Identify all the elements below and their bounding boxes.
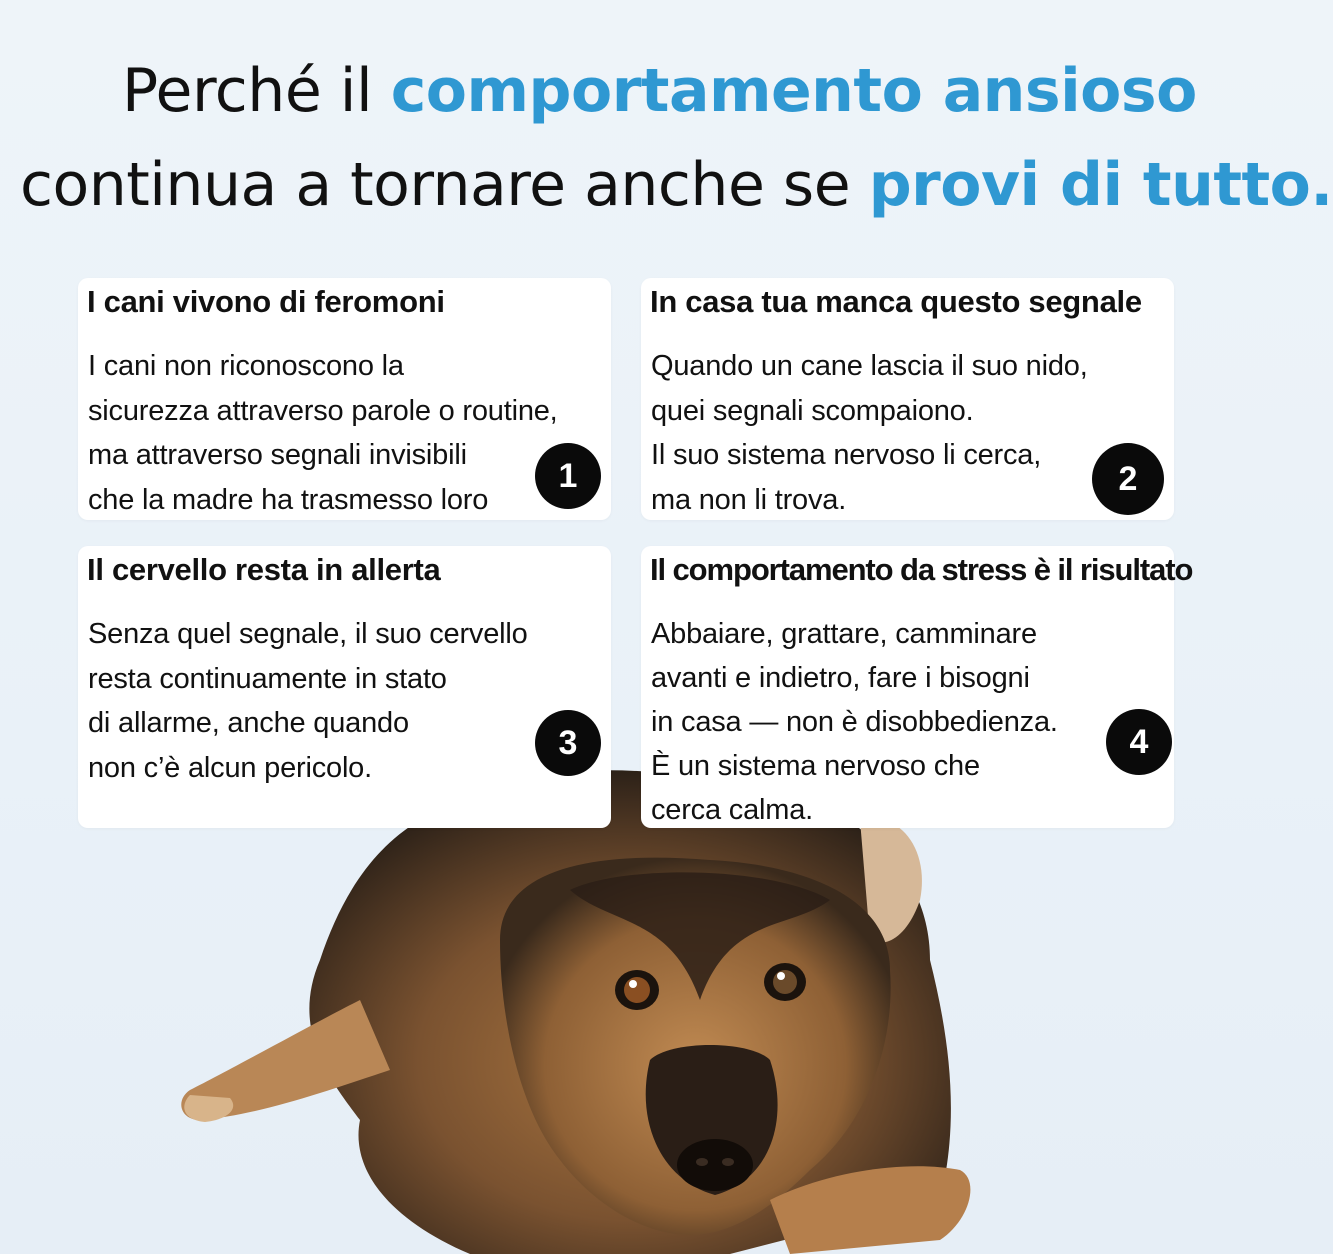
headline-line-1-plain: Perché il (122, 56, 391, 126)
headline (0, 0, 1333, 250)
headline-line-1 (122, 56, 1197, 126)
card-2-body: Quando un cane lascia il suo nido, quei segnali scompaiono. Il suo sistema nervoso li cerca, ma non li trova. (651, 350, 1088, 516)
card-2-number-badge: 2 (1092, 443, 1164, 515)
card-1 (78, 278, 611, 520)
headline-line-1-accent: comportamento ansioso (390, 56, 1197, 126)
card-2-title: In casa tua manca questo segnale (650, 284, 1142, 319)
card-2 (641, 278, 1174, 520)
card-4-body: Abbaiare, grattare, camminare avanti e indietro, fare i bisogni in casa — non è disobbedienza. È un sistema nervoso che cerca calma. (651, 618, 1058, 826)
card-3-body: Senza quel segnale, il suo cervello resta continuamente in stato di allarme, anche quando non c’è alcun pericolo. (88, 618, 528, 784)
card-4-title: Il comportamento da stress è il risultato (650, 552, 1193, 587)
card-1-title: I cani vivono di feromoni (87, 284, 445, 319)
card-4-number-badge: 4 (1106, 709, 1172, 775)
card-3-number-badge: 3 (535, 710, 601, 776)
card-4 (641, 546, 1193, 828)
headline-line-2-plain: continua a tornare anche se (20, 150, 869, 220)
card-3-title: Il cervello resta in allerta (87, 552, 441, 587)
card-1-number-badge: 1 (535, 443, 601, 509)
headline-line-2 (20, 150, 1333, 220)
card-1-body: I cani non riconoscono la sicurezza attraverso parole o routine, ma attraverso segnali invisibili che la madre ha trasmesso loro (88, 350, 558, 516)
headline-line-2-accent: provi di tutto. (868, 150, 1333, 220)
card-3 (78, 546, 611, 828)
